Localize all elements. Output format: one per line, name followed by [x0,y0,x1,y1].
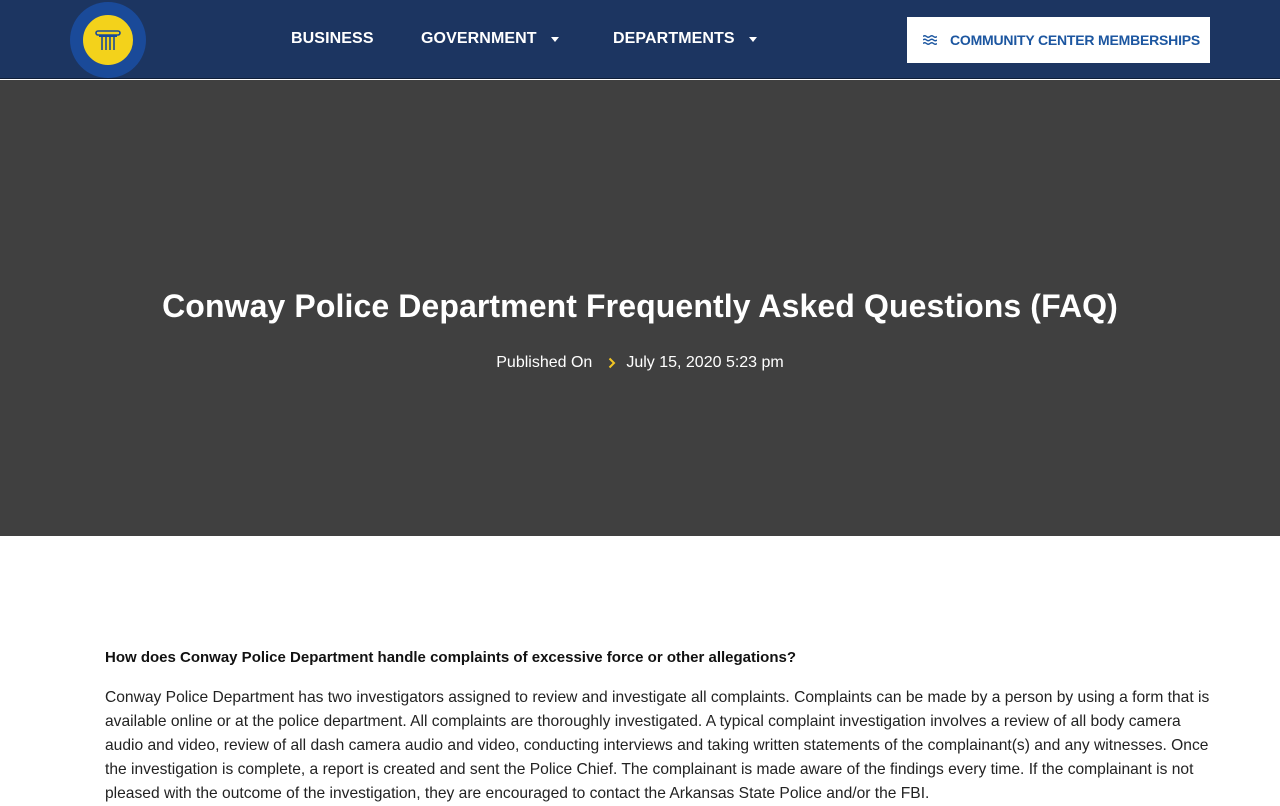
faq-question: How does Conway Police Department handle complaints of excessive force or other allegations? [105,649,797,666]
nav-item-departments[interactable] [613,30,757,48]
faq-content [105,648,1215,806]
faq-item [105,648,1215,806]
city-seal-logo[interactable] [70,2,146,78]
caret-down-icon [551,37,559,42]
nav-item-label: GOVERNMENT [421,30,537,47]
published-label: Published On [496,354,593,371]
page-hero [0,80,1280,536]
nav-item-label: BUSINESS [291,30,374,47]
waves-icon [923,35,937,45]
seal-column-icon [81,13,135,67]
community-center-memberships-button[interactable] [907,17,1210,63]
site-header [0,0,1280,79]
faq-answer: Conway Police Department has two investigators assigned to review and investigate all complaints. Complaints can be made by a person by using a form that is available online or at the police department. All complaints are thoroughly investigated. A typical complaint investigation involves a review of all body camera audio and video, review of all dash camera audio and video, conducting interviews and taking written statements of the complainant(s) and any witnesses. Once the investigation is complete, a report is created and sent the Police Chief. The complainant is made aware of the findings every time. If the complainant is not pleased with the outcome of the investigation, they are encouraged to contact the Arkansas State Police and/or the FBI. [105,689,1210,802]
publish-info [0,354,1280,372]
chevron-right-icon [608,357,616,369]
page-title: Conway Police Department Frequently Asked Questions (FAQ) [162,288,1118,324]
caret-down-icon [749,37,757,42]
cta-label: COMMUNITY CENTER MEMBERSHIPS [950,32,1201,48]
nav-item-government[interactable] [421,30,559,48]
published-date: July 15, 2020 5:23 pm [626,354,784,371]
nav-item-business[interactable] [291,30,374,48]
nav-item-label: DEPARTMENTS [613,30,735,47]
